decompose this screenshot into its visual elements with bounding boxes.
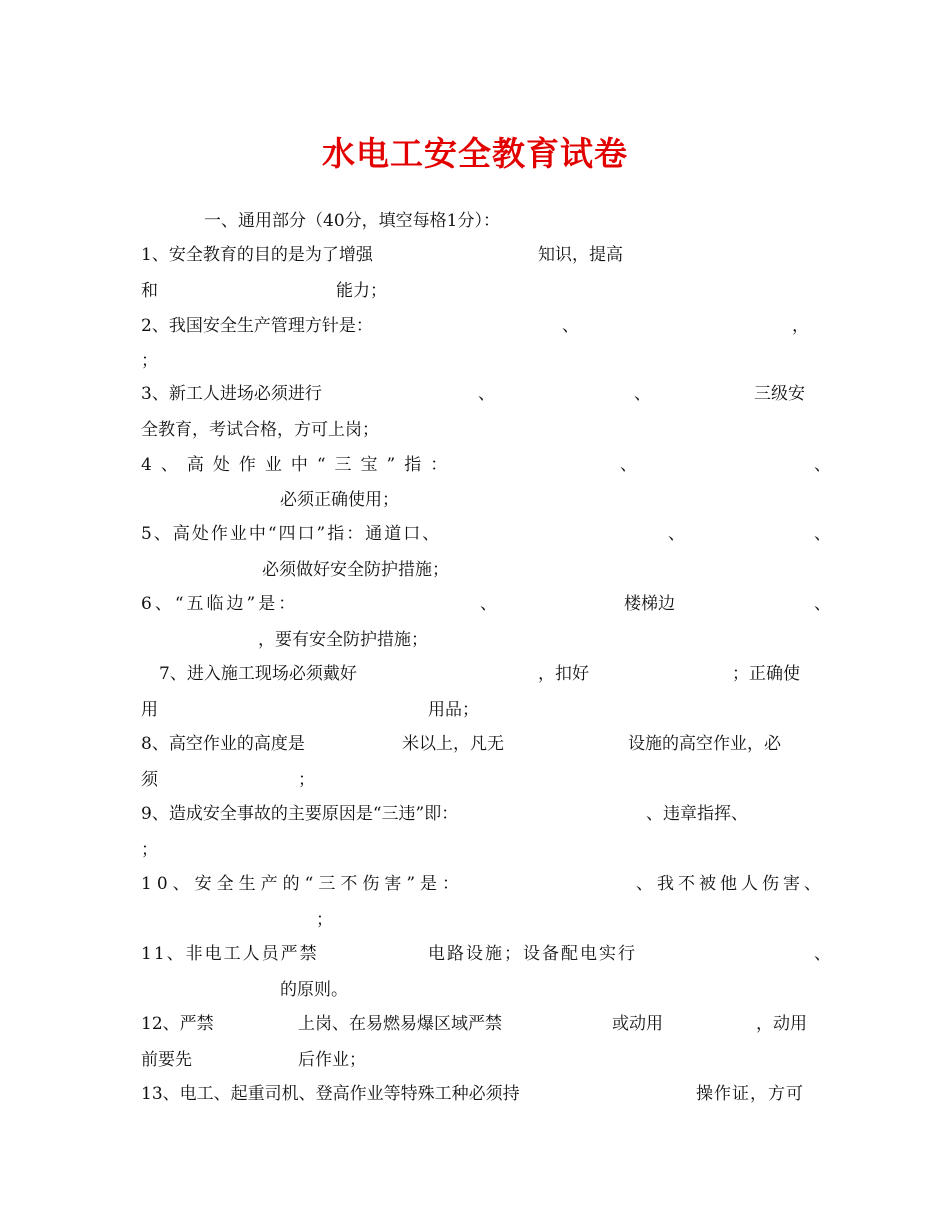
q6-text: 楼梯边 [624, 594, 675, 614]
q10-text: ； [316, 910, 333, 930]
q6-text: 、 [480, 594, 497, 614]
q6-text: 6、“五临边”是： [141, 594, 299, 614]
q11-text: 11、非电工人员严禁 [141, 944, 319, 964]
q10-text: 、我不被他人伤害、 [636, 874, 825, 894]
q5-text: 5、高处作业中“四口”指：通道口、 [141, 524, 442, 544]
q3-text: 、 [478, 384, 495, 404]
q12-text: 上岗、在易燃易爆区域严禁 [298, 1014, 502, 1034]
q12-text: 或动用 [612, 1014, 663, 1034]
q11-text: 、 [814, 944, 831, 964]
q4-text: 、 [814, 455, 831, 475]
exam-title: 水电工安全教育试卷 [322, 134, 628, 173]
q7-text: 用 [141, 700, 158, 720]
q1-text: 和 [141, 281, 158, 301]
q8-text: 须 [141, 770, 158, 790]
q2-text: ， [792, 316, 809, 336]
q3-text: 、 [634, 384, 651, 404]
q10-text: 10、安全生产的“三不伤害”是： [141, 874, 465, 894]
q12-text: 后作业； [298, 1050, 366, 1070]
section-heading: 一、通用部分（40分，填空每格1分）： [204, 211, 500, 231]
q7-text: ，扣好 [538, 664, 589, 684]
q2-text: 、 [562, 316, 579, 336]
q9-text: 9、造成安全事故的主要原因是“三违”即： [141, 804, 459, 824]
q13-text: 操作证，方可 [696, 1084, 804, 1104]
q3-text: 全教育，考试合格，方可上岗； [141, 420, 379, 440]
q3-text: 3、新工人进场必须进行 [141, 384, 322, 404]
q3-text: 三级安 [754, 384, 805, 404]
q6-text: ，要有安全防护措施； [258, 630, 428, 650]
q11-text: 电路设施；设备配电实行 [428, 944, 637, 964]
q6-text: 、 [814, 594, 831, 614]
q4-text: 、 [620, 455, 637, 475]
q1-text: 1、安全教育的目的是为了增强 [141, 245, 373, 265]
q9-text: 、违章指挥、 [646, 804, 748, 824]
q8-text: 米以上，凡无 [402, 734, 504, 754]
q5-text: 、 [668, 524, 685, 544]
q8-text: 8、高空作业的高度是 [141, 734, 305, 754]
q13-text: 13、电工、起重司机、登高作业等特殊工种必须持 [141, 1084, 520, 1104]
q2-text: 2、我国安全生产管理方针是： [141, 316, 373, 336]
q5-text: 必须做好安全防护措施； [262, 560, 449, 580]
q8-text: ； [298, 770, 315, 790]
q12-text: ，动用 [756, 1014, 807, 1034]
q7-text: 7、进入施工现场必须戴好 [159, 664, 357, 684]
q8-text: 设施的高空作业，必 [628, 734, 781, 754]
q9-text: ； [141, 840, 158, 860]
q12-text: 前要先 [141, 1050, 192, 1070]
q4-text: 必须正确使用； [280, 490, 399, 510]
q7-text: ；正确使 [732, 664, 800, 684]
q5-text: 、 [814, 524, 831, 544]
q1-text: 能力； [336, 281, 387, 301]
q4-text: 4、高处作业中“三宝”指： [141, 455, 457, 475]
q1-text: 知识，提高 [538, 245, 623, 265]
q2-text: ； [141, 351, 158, 371]
q12-text: 12、严禁 [141, 1014, 214, 1034]
q7-text: 用品； [428, 700, 479, 720]
q11-text: 的原则。 [280, 980, 348, 1000]
